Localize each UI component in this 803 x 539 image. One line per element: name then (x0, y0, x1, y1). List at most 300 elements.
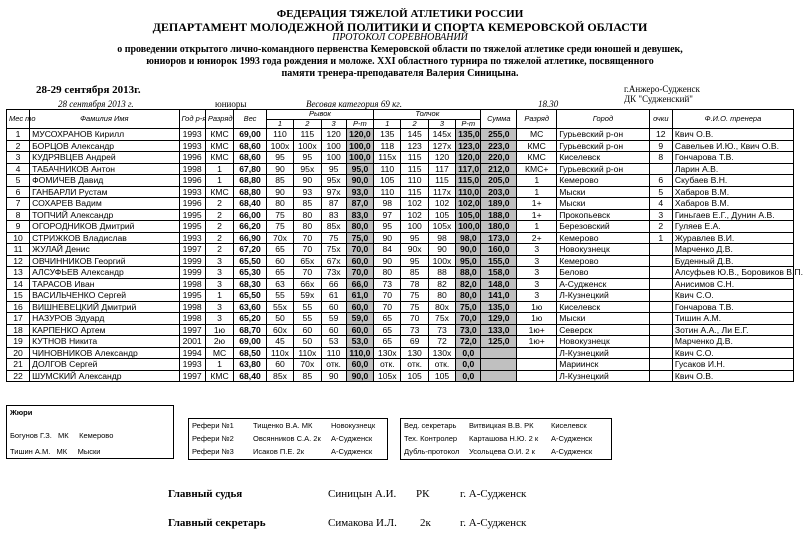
cell-place: 1 (7, 129, 30, 141)
cell-c1: 90 (374, 232, 401, 244)
col-cj-2: 2 (401, 119, 428, 129)
cell-year: 1996 (179, 175, 205, 187)
cell-sr: 95,0 (346, 163, 373, 175)
cell-c3: 105x (428, 221, 455, 233)
cell-rank2: 3 (517, 255, 557, 267)
cell-points (649, 324, 672, 336)
cell-c1: 90 (374, 255, 401, 267)
cell-weight: 65,20 (234, 313, 267, 325)
cell-cr: 105,0 (456, 209, 481, 221)
cell-c1: 110 (374, 163, 401, 175)
cell-sr: 66,0 (346, 278, 373, 290)
cell-s3: 85x (321, 221, 346, 233)
chief-judge-city: г. А-Судженск (460, 488, 527, 500)
cell-name: ВИШНЕВЕЦКИЙ Дмитрий (30, 301, 179, 313)
cell-coach: Савельев И.Ю., Квич О.В. (672, 140, 793, 152)
cell-coach: Гиньгаев Е.Г., Дунин А.В. (672, 209, 793, 221)
cell-c3: 117x (428, 186, 455, 198)
cell-coach: Марченко Д.В. (672, 244, 793, 256)
cell-year: 1998 (179, 301, 205, 313)
col-weight: Вес (234, 110, 267, 129)
results-table (6, 109, 803, 382)
cell-place: 19 (7, 336, 30, 348)
table-row (7, 232, 794, 244)
cell-total: 148,0 (481, 278, 517, 290)
cell-weight: 68,60 (234, 152, 267, 164)
cell-cr: 100,0 (456, 221, 481, 233)
event-description-2: юниоров и юниорок 1993 года рождения и моложе. XXI областного турнира по тяжелой атлетике, посвященного (146, 56, 654, 67)
table-row (7, 313, 794, 325)
cell-points (649, 278, 672, 290)
cell-coach: Журавлев В.И. (672, 232, 793, 244)
cell-weight: 69,00 (234, 129, 267, 141)
cell-c2: 102 (401, 198, 428, 210)
cell-coach: Квич О.В. (672, 129, 793, 141)
referees-box (188, 418, 388, 460)
cell-rank: 2 (205, 221, 233, 233)
cell-c1: 105x (374, 370, 401, 382)
cell-rank2: КМС (517, 152, 557, 164)
cell-weight: 68,40 (234, 198, 267, 210)
cell-s1: 90 (266, 163, 293, 175)
cell-cr: 70,0 (456, 313, 481, 325)
cell-rank: 1ю (205, 324, 233, 336)
cell-points (649, 255, 672, 267)
cell-place: 18 (7, 324, 30, 336)
col-snatch-3: 3 (321, 119, 346, 129)
cell-year: 1993 (179, 140, 205, 152)
cell-coach: Марченко Д.В. (672, 336, 793, 348)
cell-rank: 3 (205, 313, 233, 325)
referee-1-name: Тищенко В.А. МК (253, 421, 313, 430)
cell-s3: 67x (321, 255, 346, 267)
department-title: ДЕПАРТАМЕНТ МОЛОДЕЖНОЙ ПОЛИТИКИ И СПОРТА КЕМЕРОВСКОЙ ОБЛАСТИ (152, 20, 648, 34)
referee-3-city: А-Судженск (331, 447, 373, 456)
table-row (7, 221, 794, 233)
session-date: 28 сентября 2013 г. (58, 99, 134, 109)
cell-s1: 70x (266, 232, 293, 244)
cell-c3: 130x (428, 347, 455, 359)
cell-c3: 100x (428, 255, 455, 267)
cell-place: 9 (7, 221, 30, 233)
cell-place: 7 (7, 198, 30, 210)
cell-rank: 1 (205, 359, 233, 371)
cell-name: АЛСУФЬЕВ Александр (30, 267, 179, 279)
cell-s3: 90 (321, 370, 346, 382)
cell-c2: 90x (401, 244, 428, 256)
cell-rank2: 1+ (517, 209, 557, 221)
cell-rank: 3 (205, 301, 233, 313)
col-coach: Ф.И.О. тренера (672, 110, 793, 129)
table-row (7, 129, 794, 141)
col-snatch-2: 2 (294, 119, 321, 129)
cell-c3: 73 (428, 324, 455, 336)
cell-city: Гурьевский р-он (557, 140, 650, 152)
cell-name: ШУМСКИЙ Александр (30, 370, 179, 382)
cell-weight: 68,40 (234, 370, 267, 382)
cell-cr: 95,0 (456, 255, 481, 267)
cell-total: 133,0 (481, 324, 517, 336)
referee-2-label: Рефери №2 (192, 434, 234, 443)
chief-secretary-rank: 2к (420, 517, 431, 529)
cell-c1: 65 (374, 336, 401, 348)
cell-name: МУСОХРАНОВ Кирилл (30, 129, 179, 141)
cell-c2: 115 (401, 152, 428, 164)
cell-c1: 70 (374, 301, 401, 313)
cell-points: 1 (649, 232, 672, 244)
col-cj-3: 3 (428, 119, 455, 129)
cell-weight: 67,80 (234, 163, 267, 175)
table-row (7, 278, 794, 290)
cell-c1: 118 (374, 140, 401, 152)
cell-s3: 83 (321, 209, 346, 221)
cell-name: КАРПЕНКО Артем (30, 324, 179, 336)
cell-c3: 82 (428, 278, 455, 290)
cell-s2: 60 (294, 324, 321, 336)
cell-s2: 100x (294, 140, 321, 152)
cell-cr: 90,0 (456, 244, 481, 256)
cell-cr: 0,0 (456, 347, 481, 359)
cell-sr: 100,0 (346, 152, 373, 164)
cell-points: 2 (649, 221, 672, 233)
cell-points (649, 347, 672, 359)
cell-c3: 80 (428, 290, 455, 302)
cell-rank2: 3 (517, 244, 557, 256)
cell-city: Мыски (557, 186, 650, 198)
cell-coach: Скубаев В.Н. (672, 175, 793, 187)
cell-city: Кемерово (557, 255, 650, 267)
cell-place: 15 (7, 290, 30, 302)
cell-name: КУТНОВ Никита (30, 336, 179, 348)
jury-box (6, 405, 174, 459)
cell-weight: 66,00 (234, 209, 267, 221)
cell-city: Березовский (557, 221, 650, 233)
cell-s2: 110x (294, 347, 321, 359)
referee-1-city: Новокузнецк (331, 421, 376, 430)
cell-s1: 45 (266, 336, 293, 348)
cell-city: Мыски (557, 313, 650, 325)
cell-rank2: 3 (517, 278, 557, 290)
cell-place: 6 (7, 186, 30, 198)
cell-cr: 123,0 (456, 140, 481, 152)
cell-s1: 65 (266, 267, 293, 279)
cell-place: 12 (7, 255, 30, 267)
cell-points (649, 370, 672, 382)
official-3-city: А-Судженск (551, 447, 593, 456)
table-row (7, 244, 794, 256)
cell-s2: 90 (294, 175, 321, 187)
cell-total: 125,0 (481, 336, 517, 348)
cell-sr: 61,0 (346, 290, 373, 302)
referee-1-label: Рефери №1 (192, 421, 234, 430)
cell-c2: 110 (401, 175, 428, 187)
cell-s1: 55x (266, 301, 293, 313)
cell-name: ТАРАСОВ Иван (30, 278, 179, 290)
cell-year: 1997 (179, 244, 205, 256)
official-2-name: Карташова Н.Ю. 2 к (469, 434, 539, 443)
cell-cr: 75,0 (456, 301, 481, 313)
cell-name: НАЗУРОВ Эдуард (30, 313, 179, 325)
cell-c2: 102 (401, 209, 428, 221)
cell-city: Прокопьевск (557, 209, 650, 221)
cell-weight: 68,30 (234, 278, 267, 290)
cell-s2: 85 (294, 198, 321, 210)
cell-s3: 66 (321, 278, 346, 290)
col-year: Год р-я (179, 110, 205, 129)
cell-total: 141,0 (481, 290, 517, 302)
cell-weight: 66,20 (234, 221, 267, 233)
cell-rank: КМС (205, 152, 233, 164)
cell-coach: Гончарова Т.В. (672, 152, 793, 164)
cell-name: СОХАРЕВ Вадим (30, 198, 179, 210)
cell-coach: Алсуфьев Ю.В., Боровиков В.П. (672, 267, 793, 279)
cell-s1: 110 (266, 129, 293, 141)
chief-judge-name: Синицын А.И. (328, 488, 397, 500)
cell-s1: 75 (266, 209, 293, 221)
cell-name: ТОПЧИЙ Александр (30, 209, 179, 221)
cell-year: 1998 (179, 313, 205, 325)
cell-rank: 1 (205, 175, 233, 187)
cell-c1: 80 (374, 267, 401, 279)
cell-weight: 69,00 (234, 336, 267, 348)
cell-c1: 135 (374, 129, 401, 141)
cell-s3: 75x (321, 244, 346, 256)
official-1-name: Витвицкая В.В. РК (469, 421, 534, 430)
cell-cr: 102,0 (456, 198, 481, 210)
cell-city: Белово (557, 267, 650, 279)
cell-weight: 63,60 (234, 301, 267, 313)
table-row (7, 324, 794, 336)
cell-s2: 70 (294, 267, 321, 279)
cell-place: 17 (7, 313, 30, 325)
cell-c3: 75x (428, 313, 455, 325)
cell-place: 11 (7, 244, 30, 256)
cell-points (649, 336, 672, 348)
cell-city: Новокузнецк (557, 244, 650, 256)
cell-weight: 68,50 (234, 347, 267, 359)
cell-total: 155,0 (481, 255, 517, 267)
cell-s1: 95 (266, 152, 293, 164)
cell-sr: 90,0 (346, 175, 373, 187)
cell-s3: 95x (321, 175, 346, 187)
cell-c3: 98 (428, 232, 455, 244)
cell-s2: 95x (294, 163, 321, 175)
protocol-title: ПРОТОКОЛ СОРЕВНОВАНИЙ (332, 32, 468, 43)
cell-city: Киселевск (557, 152, 650, 164)
cell-rank: КМС (205, 186, 233, 198)
cell-rank: 3 (205, 255, 233, 267)
cell-rank: 1 (205, 290, 233, 302)
cell-s1: 75 (266, 221, 293, 233)
chief-secretary-label: Главный секретарь (168, 517, 266, 529)
cell-year: 1997 (179, 370, 205, 382)
referee-3-label: Рефери №3 (192, 447, 234, 456)
cell-c3: 120 (428, 152, 455, 164)
chief-secretary-name: Симакова И.Л. (328, 517, 397, 529)
cell-sr: 93,0 (346, 186, 373, 198)
cell-c1: 115x (374, 152, 401, 164)
cell-cr: 117,0 (456, 163, 481, 175)
cell-rank2: 2+ (517, 232, 557, 244)
cell-year: 1994 (179, 347, 205, 359)
cell-s3: 53 (321, 336, 346, 348)
cell-sr: 75,0 (346, 232, 373, 244)
table-row (7, 370, 794, 382)
cell-rank2: 1ю+ (517, 324, 557, 336)
cell-sr: 70,0 (346, 267, 373, 279)
col-city: Город (557, 110, 650, 129)
cell-coach: Ларин А.В. (672, 163, 793, 175)
cell-c2: 115 (401, 163, 428, 175)
cell-s2: 70 (294, 244, 321, 256)
cell-place: 8 (7, 209, 30, 221)
cell-c2: 105 (401, 370, 428, 382)
cell-s1: 85x (266, 370, 293, 382)
cell-total: 158,0 (481, 267, 517, 279)
cell-s1: 110x (266, 347, 293, 359)
cell-sr: 60,0 (346, 324, 373, 336)
cell-coach: Гусаков И.Н. (672, 359, 793, 371)
cell-year: 1996 (179, 198, 205, 210)
cell-points: 12 (649, 129, 672, 141)
cell-coach: Анисимов С.Н. (672, 278, 793, 290)
cell-weight: 63,80 (234, 359, 267, 371)
cell-city: Л-Кузнецкий (557, 370, 650, 382)
cell-c1: 65 (374, 324, 401, 336)
event-dates: 28-29 сентября 2013г. (36, 84, 141, 96)
cell-year: 1998 (179, 163, 205, 175)
cell-sr: 60,0 (346, 255, 373, 267)
cell-rank2: 1 (517, 221, 557, 233)
cell-s1: 85 (266, 175, 293, 187)
cell-cr: 0,0 (456, 370, 481, 382)
event-venue: ДК "Судженский" (624, 94, 693, 104)
cell-points (649, 244, 672, 256)
cell-weight: 68,60 (234, 140, 267, 152)
cell-rank2: 1ю+ (517, 336, 557, 348)
cell-city: Киселевск (557, 301, 650, 313)
cell-city: Мыски (557, 198, 650, 210)
cell-name: ЖУЛАЙ Денис (30, 244, 179, 256)
col-rank: Разряд (205, 110, 233, 129)
col-cj-1: 1 (374, 119, 401, 129)
cell-city: Северск (557, 324, 650, 336)
cell-weight: 65,50 (234, 255, 267, 267)
cell-c1: 130x (374, 347, 401, 359)
cell-place: 3 (7, 152, 30, 164)
cell-year: 1993 (179, 129, 205, 141)
cell-name: ТАБАЧНИКОВ Антон (30, 163, 179, 175)
cell-coach: Квич О.В. (672, 370, 793, 382)
cell-c1: 98 (374, 198, 401, 210)
cell-s2: 93 (294, 186, 321, 198)
referee-3-name: Исаков П.Е. 2к (253, 447, 305, 456)
table-row (7, 359, 794, 371)
cell-s2: 70x (294, 359, 321, 371)
cell-rank2: 1ю (517, 301, 557, 313)
jury-title: Жюри (10, 408, 33, 417)
session-time: 18.30 (538, 99, 559, 109)
cell-year: 1997 (179, 324, 205, 336)
cell-s1: 63 (266, 278, 293, 290)
cell-c1: 110 (374, 186, 401, 198)
cell-s3: 120 (321, 129, 346, 141)
cell-place: 2 (7, 140, 30, 152)
event-description-1: о проведении открытого лично-командного первенства Кемеровской области по тяжелой атлетике среди юношей и девушек, (117, 44, 683, 55)
col-cj-result: Р-т (456, 119, 481, 129)
cell-sr: 90,0 (346, 370, 373, 382)
cell-cr: 0,0 (456, 359, 481, 371)
cell-s3: 59 (321, 313, 346, 325)
cell-city: Л-Кузнецкий (557, 290, 650, 302)
cell-rank2: 1 (517, 186, 557, 198)
cell-c3: 105 (428, 370, 455, 382)
table-row (7, 267, 794, 279)
chief-judge-label: Главный судья (168, 488, 243, 500)
cell-s3: 100 (321, 152, 346, 164)
cell-s2: 80 (294, 221, 321, 233)
cell-rank: 1 (205, 163, 233, 175)
cell-total: 129,0 (481, 313, 517, 325)
cell-rank2: 3 (517, 290, 557, 302)
cell-coach: Гончарова Т.В. (672, 301, 793, 313)
cell-cr: 110,0 (456, 186, 481, 198)
cell-total: 180,0 (481, 221, 517, 233)
cell-city: Гурьевский р-он (557, 129, 650, 141)
cell-s3: 87 (321, 198, 346, 210)
table-row (7, 186, 794, 198)
cell-s1: 80 (266, 198, 293, 210)
cell-c1: отк. (374, 359, 401, 371)
table-row (7, 255, 794, 267)
cell-c2: 145 (401, 129, 428, 141)
jury-member-2: Тишин А.М. МК Мыски (10, 447, 101, 456)
cell-c2: 78 (401, 278, 428, 290)
cell-points: 6 (649, 175, 672, 187)
cell-total: 203,0 (481, 186, 517, 198)
cell-c3: 145x (428, 129, 455, 141)
cell-sr: 80,0 (346, 221, 373, 233)
official-3-name: Усольцева О.И. 2 к (469, 447, 535, 456)
cell-c3: 117 (428, 163, 455, 175)
cell-sr: 120,0 (346, 129, 373, 141)
official-1-city: Киселевск (551, 421, 587, 430)
cell-rank: 2 (205, 232, 233, 244)
cell-s3: 61 (321, 290, 346, 302)
cell-name: ОГОРОДНИКОВ Дмитрий (30, 221, 179, 233)
cell-total: 160,0 (481, 244, 517, 256)
cell-c2: 73 (401, 324, 428, 336)
cell-c2: 115 (401, 186, 428, 198)
cell-city: Кемерово (557, 232, 650, 244)
cell-cr: 80,0 (456, 290, 481, 302)
cell-coach: Зотин А.А., Ли Е.Г. (672, 324, 793, 336)
cell-c3: 115 (428, 175, 455, 187)
cell-points (649, 313, 672, 325)
cell-coach: Хабаров В.М. (672, 186, 793, 198)
cell-year: 1999 (179, 255, 205, 267)
col-place: Мес то (7, 110, 30, 129)
cell-s1: 60 (266, 255, 293, 267)
table-row (7, 209, 794, 221)
cell-s1: 100x (266, 140, 293, 152)
cell-total: 255,0 (481, 129, 517, 141)
cell-year: 1999 (179, 267, 205, 279)
cell-s2: 115 (294, 129, 321, 141)
cell-s2: 66x (294, 278, 321, 290)
cell-rank: 2 (205, 198, 233, 210)
cell-sr: 60,0 (346, 301, 373, 313)
